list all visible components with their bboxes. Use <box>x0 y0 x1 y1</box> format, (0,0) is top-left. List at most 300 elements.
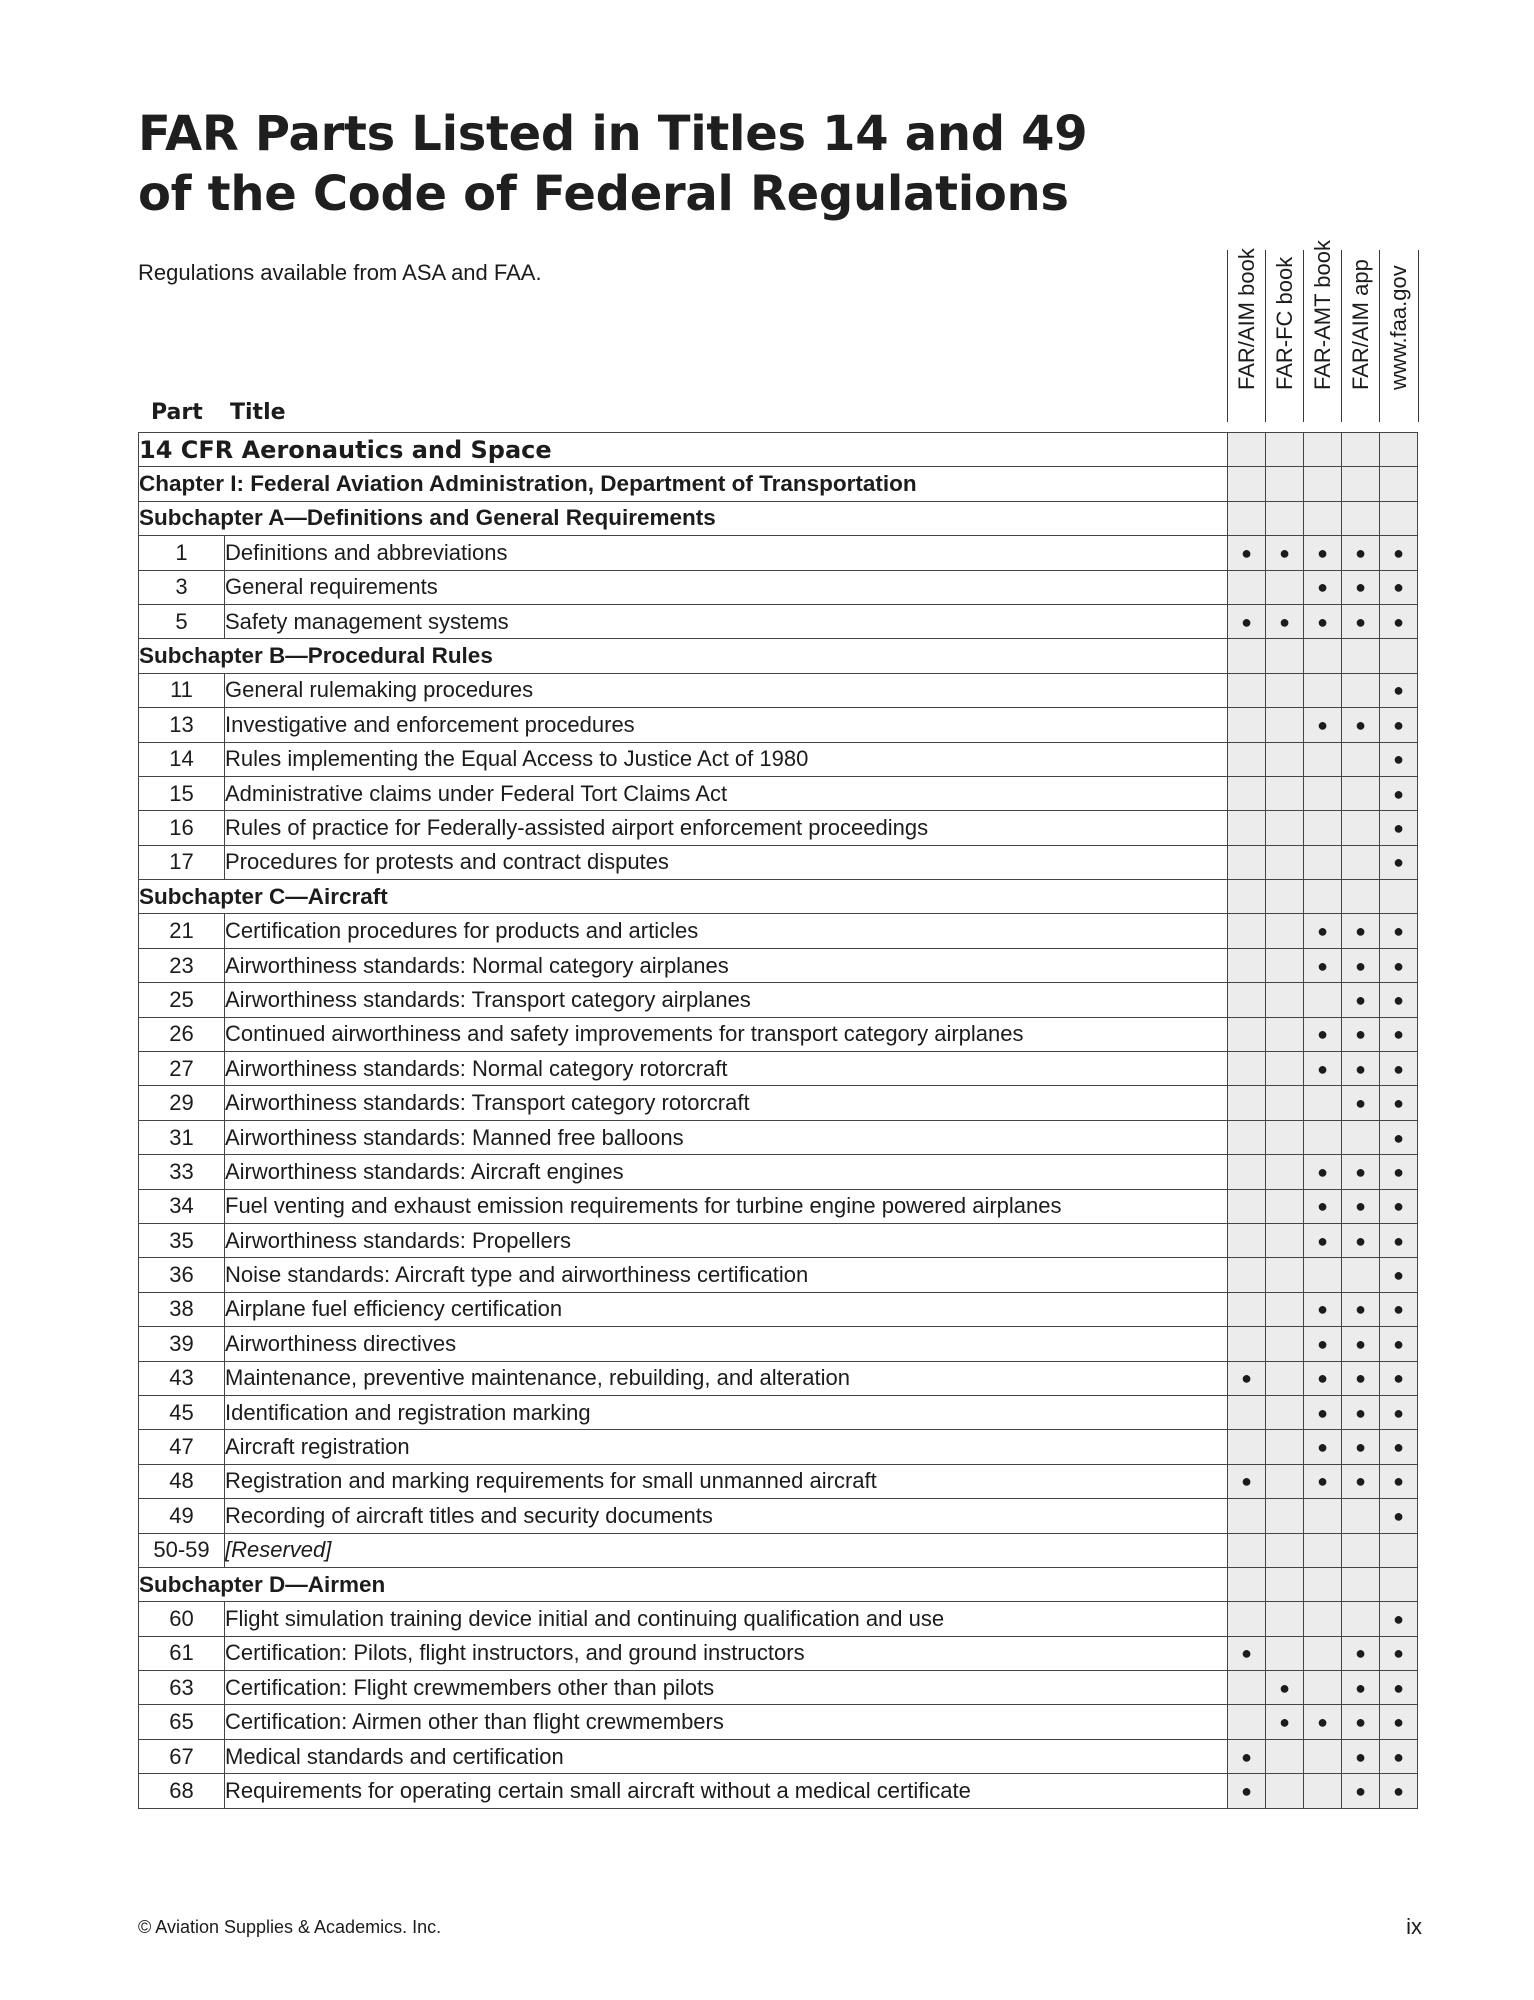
availability-cell <box>1342 1086 1380 1120</box>
availability-dot-icon: ● <box>1393 1333 1404 1354</box>
column-header-label: FAR/AIM book <box>1234 248 1259 390</box>
availability-dot-icon: ● <box>1393 1196 1404 1217</box>
column-header-label: FAR-AMT book <box>1310 240 1335 390</box>
availability-cell <box>1228 1671 1266 1705</box>
availability-cell <box>1380 1671 1418 1705</box>
availability-dot-icon: ● <box>1317 1437 1328 1458</box>
availability-dot-icon: ● <box>1279 1712 1290 1733</box>
availability-cell <box>1342 1499 1380 1533</box>
column-header-label: FAR/AIM app <box>1348 259 1373 390</box>
availability-dot-icon: ● <box>1355 1677 1366 1698</box>
table-row <box>139 1361 1418 1395</box>
availability-cell <box>1380 1155 1418 1189</box>
part-title: Fuel venting and exhaust emission requirements for turbine engine powered airplanes <box>225 1189 1228 1223</box>
availability-dot-icon: ● <box>1317 1368 1328 1389</box>
availability-cell <box>1266 983 1304 1017</box>
part-number: 50-59 <box>139 1533 225 1567</box>
availability-cell <box>1304 1705 1342 1739</box>
availability-dot-icon: ● <box>1317 1333 1328 1354</box>
availability-cell <box>1304 1739 1342 1773</box>
availability-cell <box>1380 1739 1418 1773</box>
part-number: 14 <box>139 742 225 776</box>
availability-cell <box>1266 433 1304 467</box>
subchapter-heading-row <box>139 639 1418 673</box>
availability-cell <box>1342 1017 1380 1051</box>
availability-dot-icon: ● <box>1393 542 1404 563</box>
availability-cell <box>1342 742 1380 776</box>
availability-cell <box>1304 536 1342 570</box>
availability-cell <box>1304 1086 1342 1120</box>
availability-cell <box>1380 467 1418 501</box>
table-row <box>139 1258 1418 1292</box>
availability-cell <box>1380 1464 1418 1498</box>
availability-cell <box>1266 811 1304 845</box>
availability-cell <box>1228 742 1266 776</box>
availability-dot-icon: ● <box>1317 611 1328 632</box>
availability-dot-icon: ● <box>1355 1368 1366 1389</box>
availability-cell <box>1228 914 1266 948</box>
availability-dot-icon: ● <box>1393 989 1404 1010</box>
availability-dot-icon: ● <box>1355 1230 1366 1251</box>
availability-cell <box>1304 1430 1342 1464</box>
availability-dot-icon: ● <box>1393 1093 1404 1114</box>
part-number: 16 <box>139 811 225 845</box>
table-row <box>139 1671 1418 1705</box>
availability-cell <box>1266 1464 1304 1498</box>
part-number: 36 <box>139 1258 225 1292</box>
availability-cell <box>1304 639 1342 673</box>
availability-dot-icon: ● <box>1317 1161 1328 1182</box>
availability-cell <box>1228 880 1266 914</box>
availability-cell <box>1342 845 1380 879</box>
part-number: 38 <box>139 1292 225 1326</box>
table-row <box>139 604 1418 638</box>
availability-cell <box>1228 1258 1266 1292</box>
availability-dot-icon: ● <box>1393 1127 1404 1148</box>
part-title: Continued airworthiness and safety improvements for transport category airplanes <box>225 1017 1228 1051</box>
part-number: 39 <box>139 1327 225 1361</box>
column-header-4 <box>1379 250 1419 422</box>
availability-cell <box>1342 1155 1380 1189</box>
availability-dot-icon: ● <box>1241 542 1252 563</box>
availability-dot-icon: ● <box>1393 611 1404 632</box>
availability-cell <box>1342 914 1380 948</box>
availability-dot-icon: ● <box>1393 1299 1404 1320</box>
availability-cell <box>1380 983 1418 1017</box>
availability-cell <box>1266 1602 1304 1636</box>
availability-cell <box>1342 433 1380 467</box>
availability-dot-icon: ● <box>1355 1161 1366 1182</box>
availability-cell <box>1380 1636 1418 1670</box>
availability-cell <box>1342 673 1380 707</box>
availability-dot-icon: ● <box>1355 1196 1366 1217</box>
part-title: Definitions and abbreviations <box>225 536 1228 570</box>
availability-cell <box>1304 880 1342 914</box>
availability-cell <box>1304 1499 1342 1533</box>
part-number: 1 <box>139 536 225 570</box>
availability-dot-icon: ● <box>1355 1024 1366 1045</box>
part-number: 27 <box>139 1052 225 1086</box>
availability-cell <box>1342 501 1380 535</box>
table-row <box>139 845 1418 879</box>
availability-cell <box>1342 811 1380 845</box>
availability-dot-icon: ● <box>1317 1196 1328 1217</box>
availability-cell <box>1380 742 1418 776</box>
page-title <box>138 104 1087 224</box>
availability-dot-icon: ● <box>1317 1471 1328 1492</box>
availability-cell <box>1380 501 1418 535</box>
subchapter-heading-row <box>139 501 1418 535</box>
title-heading-row <box>139 433 1418 467</box>
availability-cell <box>1228 570 1266 604</box>
availability-cell <box>1228 467 1266 501</box>
availability-cell <box>1380 1017 1418 1051</box>
table-row <box>139 1705 1418 1739</box>
copyright-notice: © Aviation Supplies & Academics. Inc. <box>138 1917 442 1937</box>
availability-cell <box>1380 776 1418 810</box>
section-heading: Subchapter D—Airmen <box>139 1567 1228 1601</box>
availability-cell <box>1304 1017 1342 1051</box>
availability-dot-icon: ● <box>1355 1402 1366 1423</box>
availability-cell <box>1304 1361 1342 1395</box>
availability-cell <box>1342 1327 1380 1361</box>
availability-cell <box>1304 776 1342 810</box>
part-title: Airworthiness standards: Normal category rotorcraft <box>225 1052 1228 1086</box>
availability-cell <box>1228 708 1266 742</box>
table-row <box>139 1017 1418 1051</box>
part-title: Maintenance, preventive maintenance, rebuilding, and alteration <box>225 1361 1228 1395</box>
availability-cell <box>1342 1395 1380 1429</box>
availability-cell <box>1304 1636 1342 1670</box>
availability-cell <box>1380 1258 1418 1292</box>
availability-cell <box>1228 1223 1266 1257</box>
section-heading: Subchapter C—Aircraft <box>139 880 1228 914</box>
part-title: Airworthiness directives <box>225 1327 1228 1361</box>
availability-cell <box>1228 604 1266 638</box>
availability-dot-icon: ● <box>1393 1712 1404 1733</box>
availability-cell <box>1266 501 1304 535</box>
availability-cell <box>1304 1120 1342 1154</box>
availability-dot-icon: ● <box>1317 577 1328 598</box>
availability-cell <box>1266 1395 1304 1429</box>
availability-cell <box>1228 1327 1266 1361</box>
availability-dot-icon: ● <box>1317 542 1328 563</box>
availability-dot-icon: ● <box>1355 1746 1366 1767</box>
availability-cell <box>1380 914 1418 948</box>
part-number: 65 <box>139 1705 225 1739</box>
part-title: Administrative claims under Federal Tort Claims Act <box>225 776 1228 810</box>
availability-dot-icon: ● <box>1393 680 1404 701</box>
part-number: 23 <box>139 948 225 982</box>
availability-dot-icon: ● <box>1393 852 1404 873</box>
availability-cell <box>1342 708 1380 742</box>
availability-cell <box>1342 1223 1380 1257</box>
subchapter-heading-row <box>139 1567 1418 1601</box>
availability-cell <box>1228 1052 1266 1086</box>
part-title: Noise standards: Aircraft type and airworthiness certification <box>225 1258 1228 1292</box>
availability-cell <box>1304 742 1342 776</box>
availability-cell <box>1266 1086 1304 1120</box>
availability-cell <box>1266 1292 1304 1326</box>
part-title: Requirements for operating certain small aircraft without a medical certificate <box>225 1774 1228 1808</box>
availability-cell <box>1266 1258 1304 1292</box>
availability-cell <box>1228 1361 1266 1395</box>
availability-dot-icon: ● <box>1393 921 1404 942</box>
part-number: 13 <box>139 708 225 742</box>
availability-cell <box>1266 1120 1304 1154</box>
table-row <box>139 1430 1418 1464</box>
availability-dot-icon: ● <box>1317 1058 1328 1079</box>
availability-cell <box>1266 536 1304 570</box>
page-title-line-2: of the Code of Federal Regulations <box>138 166 1069 222</box>
availability-cell <box>1380 1086 1418 1120</box>
availability-cell <box>1266 467 1304 501</box>
far-parts-table <box>138 432 1418 1809</box>
availability-cell <box>1304 1533 1342 1567</box>
availability-dot-icon: ● <box>1355 714 1366 735</box>
availability-cell <box>1304 811 1342 845</box>
availability-cell <box>1304 1052 1342 1086</box>
availability-dot-icon: ● <box>1355 1471 1366 1492</box>
availability-cell <box>1342 604 1380 638</box>
part-number: 25 <box>139 983 225 1017</box>
availability-cell <box>1342 1671 1380 1705</box>
availability-cell <box>1380 948 1418 982</box>
availability-cell <box>1304 1292 1342 1326</box>
table-row <box>139 776 1418 810</box>
part-number: 61 <box>139 1636 225 1670</box>
section-heading: Subchapter B—Procedural Rules <box>139 639 1228 673</box>
availability-dot-icon: ● <box>1355 1643 1366 1664</box>
availability-dot-icon: ● <box>1393 1024 1404 1045</box>
availability-dot-icon: ● <box>1355 955 1366 976</box>
part-title: Airplane fuel efficiency certification <box>225 1292 1228 1326</box>
availability-cell <box>1266 1499 1304 1533</box>
availability-dot-icon: ● <box>1355 1058 1366 1079</box>
part-title: Procedures for protests and contract disputes <box>225 845 1228 879</box>
part-number: 34 <box>139 1189 225 1223</box>
availability-cell <box>1228 845 1266 879</box>
part-title: Aircraft registration <box>225 1430 1228 1464</box>
table-row <box>139 536 1418 570</box>
availability-cell <box>1304 1258 1342 1292</box>
table-row <box>139 914 1418 948</box>
availability-dot-icon: ● <box>1355 611 1366 632</box>
availability-dot-icon: ● <box>1393 817 1404 838</box>
availability-cell <box>1228 983 1266 1017</box>
availability-cell <box>1380 1120 1418 1154</box>
availability-dot-icon: ● <box>1393 1437 1404 1458</box>
availability-cell <box>1228 1155 1266 1189</box>
part-number: 11 <box>139 673 225 707</box>
availability-cell <box>1380 845 1418 879</box>
availability-dot-icon: ● <box>1317 714 1328 735</box>
availability-dot-icon: ● <box>1393 1505 1404 1526</box>
availability-cell <box>1380 1223 1418 1257</box>
availability-dot-icon: ● <box>1355 921 1366 942</box>
availability-cell <box>1266 845 1304 879</box>
part-title: Flight simulation training device initial and continuing qualification and use <box>225 1602 1228 1636</box>
section-heading: Chapter I: Federal Aviation Administration, Department of Transportation <box>139 467 1228 501</box>
part-number: 35 <box>139 1223 225 1257</box>
availability-dot-icon: ● <box>1241 611 1252 632</box>
availability-cell <box>1380 708 1418 742</box>
availability-dot-icon: ● <box>1355 1712 1366 1733</box>
availability-cell <box>1304 1155 1342 1189</box>
part-title: Airworthiness standards: Aircraft engines <box>225 1155 1228 1189</box>
availability-cell <box>1228 1739 1266 1773</box>
availability-dot-icon: ● <box>1317 1712 1328 1733</box>
availability-dot-icon: ● <box>1317 1402 1328 1423</box>
table-row <box>139 1602 1418 1636</box>
availability-cell <box>1342 1533 1380 1567</box>
availability-cell <box>1380 673 1418 707</box>
availability-cell <box>1266 604 1304 638</box>
column-header-0 <box>1227 250 1266 422</box>
table-row <box>139 1052 1418 1086</box>
availability-cell <box>1342 948 1380 982</box>
availability-cell <box>1266 880 1304 914</box>
part-number: 29 <box>139 1086 225 1120</box>
availability-cell <box>1228 536 1266 570</box>
availability-cell <box>1342 1567 1380 1601</box>
part-column-header: Part <box>151 400 203 425</box>
part-number: 31 <box>139 1120 225 1154</box>
availability-cell <box>1228 673 1266 707</box>
availability-cell <box>1380 1189 1418 1223</box>
availability-cell <box>1380 1292 1418 1326</box>
availability-cell <box>1304 1671 1342 1705</box>
part-title: Airworthiness standards: Propellers <box>225 1223 1228 1257</box>
availability-cell <box>1266 1017 1304 1051</box>
page-title-line-1: FAR Parts Listed in Titles 14 and 49 <box>138 106 1088 162</box>
availability-dot-icon: ● <box>1317 921 1328 942</box>
availability-cell <box>1380 1361 1418 1395</box>
availability-cell <box>1228 1499 1266 1533</box>
availability-cell <box>1342 1602 1380 1636</box>
availability-cell <box>1228 1086 1266 1120</box>
part-title: Airworthiness standards: Transport category rotorcraft <box>225 1086 1228 1120</box>
availability-dot-icon: ● <box>1355 1093 1366 1114</box>
availability-cell <box>1342 1705 1380 1739</box>
availability-cell <box>1342 1636 1380 1670</box>
part-number: 15 <box>139 776 225 810</box>
table-row <box>139 1086 1418 1120</box>
availability-cell <box>1380 1705 1418 1739</box>
table-row <box>139 1223 1418 1257</box>
availability-cell <box>1266 1739 1304 1773</box>
availability-cell <box>1266 1567 1304 1601</box>
chapter-heading-row <box>139 467 1418 501</box>
part-title: Registration and marking requirements for small unmanned aircraft <box>225 1464 1228 1498</box>
column-header-label: www.faa.gov <box>1386 265 1411 390</box>
table-row <box>139 1636 1418 1670</box>
availability-dot-icon: ● <box>1355 1437 1366 1458</box>
availability-dot-icon: ● <box>1393 577 1404 598</box>
availability-dot-icon: ● <box>1317 955 1328 976</box>
availability-cell <box>1304 845 1342 879</box>
part-title: Safety management systems <box>225 604 1228 638</box>
availability-cell <box>1380 1499 1418 1533</box>
part-number: 17 <box>139 845 225 879</box>
section-heading: 14 CFR Aeronautics and Space <box>139 433 1228 467</box>
availability-cell <box>1304 1602 1342 1636</box>
table-row <box>139 1395 1418 1429</box>
availability-cell <box>1304 1464 1342 1498</box>
availability-cell <box>1266 1155 1304 1189</box>
availability-dot-icon: ● <box>1393 1368 1404 1389</box>
part-number: 43 <box>139 1361 225 1395</box>
table-row <box>139 570 1418 604</box>
table-row <box>139 1155 1418 1189</box>
part-number: 48 <box>139 1464 225 1498</box>
column-header-label: FAR-FC book <box>1272 256 1297 390</box>
part-number: 68 <box>139 1774 225 1808</box>
availability-cell <box>1228 948 1266 982</box>
table-row <box>139 673 1418 707</box>
availability-dot-icon: ● <box>1393 1643 1404 1664</box>
availability-cell <box>1342 983 1380 1017</box>
availability-dot-icon: ● <box>1393 749 1404 770</box>
title-column-header: Title <box>230 400 286 425</box>
availability-cell <box>1266 1430 1304 1464</box>
section-heading: Subchapter A—Definitions and General Requirements <box>139 501 1228 535</box>
availability-cell <box>1304 914 1342 948</box>
availability-dot-icon: ● <box>1355 1333 1366 1354</box>
availability-cell <box>1304 1327 1342 1361</box>
availability-cell <box>1304 708 1342 742</box>
availability-cell <box>1342 467 1380 501</box>
table-row <box>139 1327 1418 1361</box>
part-title: Rules of practice for Federally-assisted airport enforcement proceedings <box>225 811 1228 845</box>
column-header-1 <box>1265 250 1304 422</box>
part-title: [Reserved] <box>225 1533 1228 1567</box>
part-title: Medical standards and certification <box>225 1739 1228 1773</box>
part-title: Investigative and enforcement procedures <box>225 708 1228 742</box>
availability-dot-icon: ● <box>1241 1471 1252 1492</box>
availability-cell <box>1380 604 1418 638</box>
column-header-3 <box>1341 250 1380 422</box>
availability-cell <box>1228 1533 1266 1567</box>
availability-dot-icon: ● <box>1241 1746 1252 1767</box>
availability-cell <box>1342 1189 1380 1223</box>
availability-dot-icon: ● <box>1393 1746 1404 1767</box>
part-title: Certification: Pilots, flight instructors, and ground instructors <box>225 1636 1228 1670</box>
availability-cell <box>1304 1189 1342 1223</box>
part-title: Identification and registration marking <box>225 1395 1228 1429</box>
table-row <box>139 1774 1418 1808</box>
availability-cell <box>1228 811 1266 845</box>
availability-cell <box>1228 433 1266 467</box>
part-title: General requirements <box>225 570 1228 604</box>
availability-dot-icon: ● <box>1355 542 1366 563</box>
availability-cell <box>1228 1120 1266 1154</box>
table-row <box>139 742 1418 776</box>
availability-dot-icon: ● <box>1317 1299 1328 1320</box>
table-row <box>139 948 1418 982</box>
availability-cell <box>1266 639 1304 673</box>
availability-cell <box>1266 570 1304 604</box>
availability-cell <box>1380 880 1418 914</box>
availability-dot-icon: ● <box>1317 1024 1328 1045</box>
availability-cell <box>1342 1361 1380 1395</box>
availability-cell <box>1380 811 1418 845</box>
availability-cell <box>1342 776 1380 810</box>
availability-dot-icon: ● <box>1355 1299 1366 1320</box>
availability-cell <box>1342 1052 1380 1086</box>
availability-cell <box>1342 880 1380 914</box>
table-row <box>139 1464 1418 1498</box>
